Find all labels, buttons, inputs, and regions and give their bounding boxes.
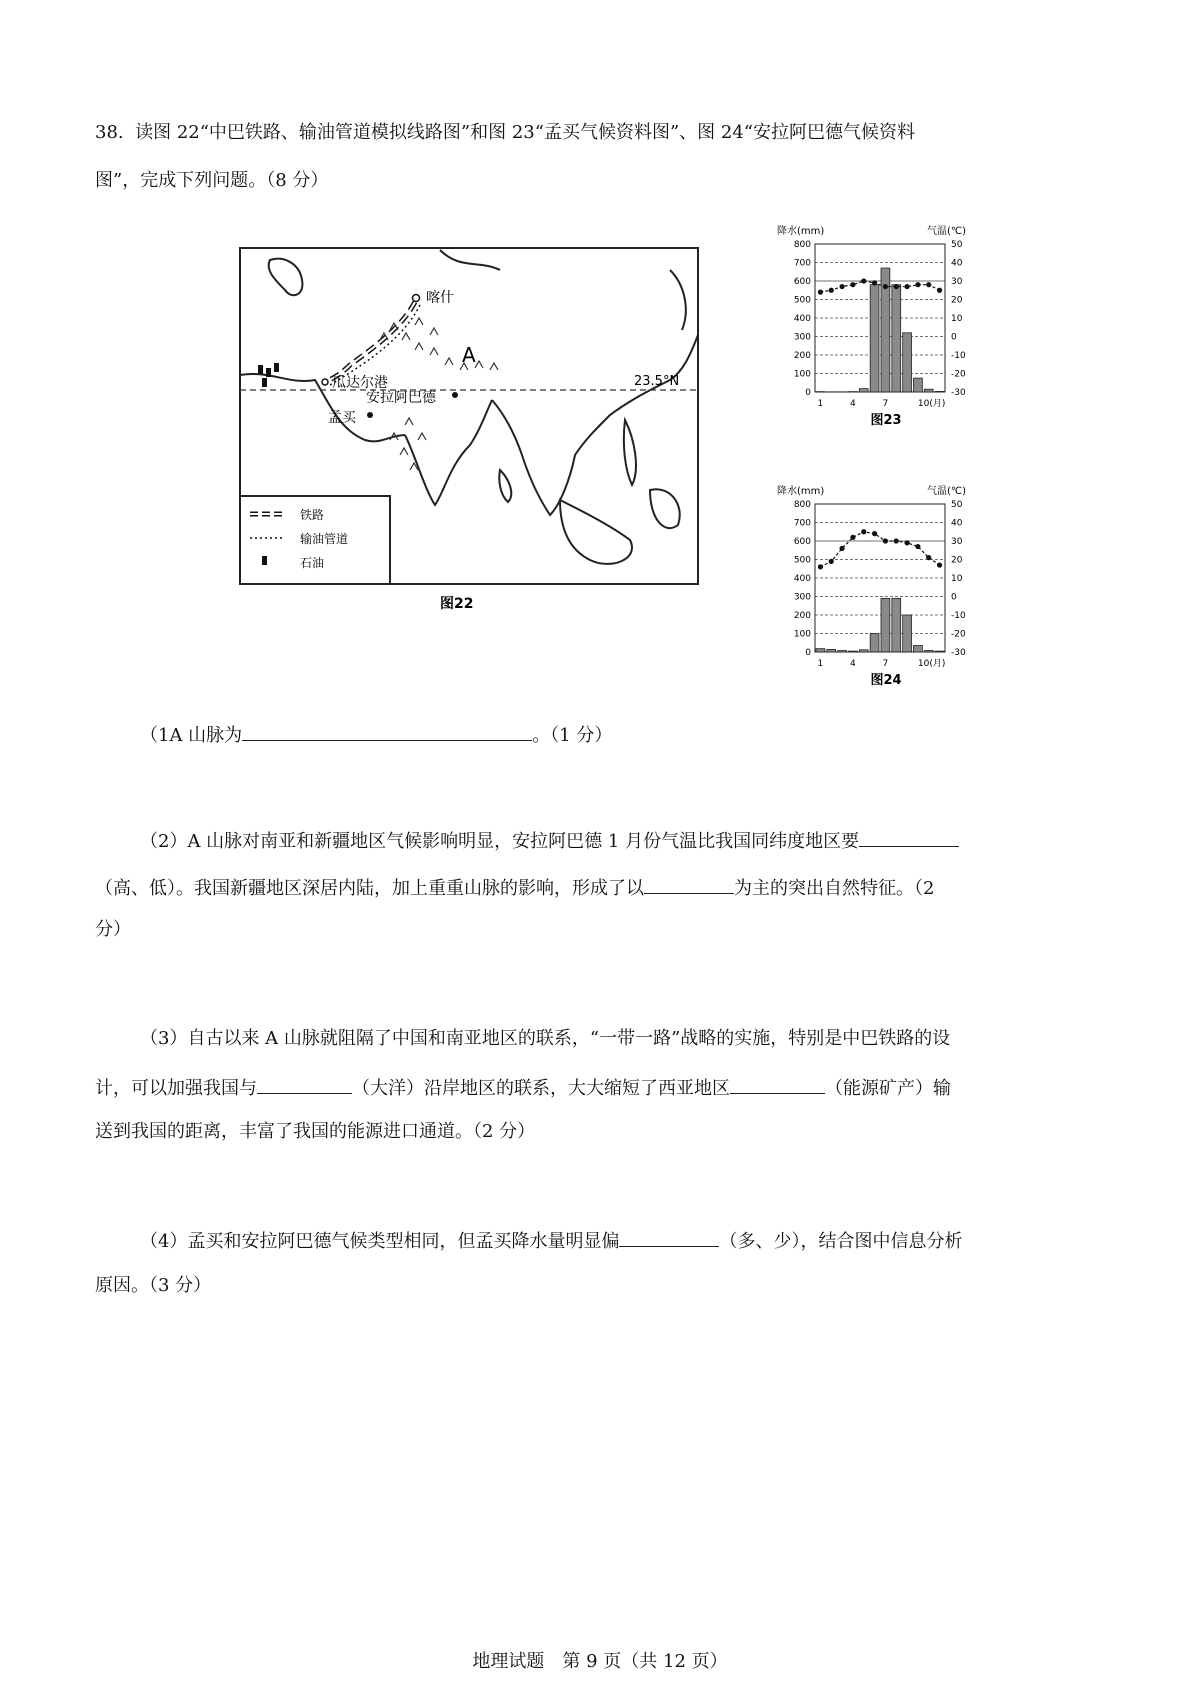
q4-line1: （4）孟买和安拉阿巴德气候类型相同，但孟买降水量明显偏 （多、少），结合图中信息分析 [140, 1231, 963, 1252]
q4-line2: 原因。（3 分） [95, 1275, 212, 1296]
tick-label-precip: 400 [793, 314, 811, 324]
tick-label-temp: -30 [951, 388, 966, 398]
legend-pipeline: 输油管道 [300, 532, 349, 546]
tick-label-temp: 50 [951, 500, 963, 510]
figure-22-map [230, 240, 710, 620]
tick-label-temp: -10 [951, 611, 966, 621]
tick-label-temp: 10 [951, 314, 963, 324]
tick-label-temp: -30 [951, 648, 966, 658]
x-tick-label: 7 [882, 399, 889, 409]
temp-point [861, 278, 866, 283]
temp-line [820, 532, 939, 567]
q2-line3: 分） [95, 919, 131, 940]
precip-bar [935, 391, 944, 392]
map-legend [240, 496, 390, 584]
temp-point [883, 284, 888, 289]
tick-label-precip: 500 [793, 555, 811, 566]
precip-bar [903, 615, 912, 652]
temp-point [839, 284, 844, 289]
precip-bar [935, 651, 944, 652]
tick-label-temp: 10 [951, 574, 963, 584]
tick-label-temp: 40 [951, 258, 963, 269]
legend-railway: 铁路 [300, 508, 325, 522]
map-caption: 图22 [440, 596, 474, 612]
temp-point [926, 555, 931, 560]
tick-label-precip: 300 [793, 592, 811, 603]
q3-line1: （3）自古以来 A 山脉就阻隔了中国和南亚地区的联系，“一带一路”战略的实施，特别是中巴铁路的设 [140, 1028, 951, 1049]
tick-label-precip: 300 [793, 332, 811, 343]
temp-point [850, 282, 855, 287]
tick-label-temp: 40 [951, 518, 963, 529]
label-tropic: 23.5°N [634, 374, 680, 389]
precip-bar [914, 378, 923, 392]
precip-bar [816, 649, 825, 652]
precip-bar [881, 598, 890, 652]
temp-point [839, 546, 844, 551]
tick-label-precip: 600 [793, 277, 811, 287]
tick-label-temp: 20 [951, 295, 963, 306]
temp-point [818, 290, 823, 295]
y-axis-label-temp: 气温(℃) [927, 486, 967, 497]
temp-point [894, 538, 899, 543]
x-tick-label: 1 [817, 659, 824, 669]
tick-label-precip: 400 [793, 574, 811, 584]
tick-label-temp: -20 [951, 369, 966, 380]
precip-bar [827, 649, 836, 652]
temp-point [872, 280, 877, 285]
tick-label-temp: 30 [951, 537, 963, 547]
temp-point [904, 540, 909, 545]
label-kashgar: 喀什 [426, 290, 454, 306]
temp-point [818, 564, 823, 569]
tick-label-precip: 200 [793, 351, 811, 361]
q1-answer-blank[interactable] [242, 724, 532, 741]
label-gwadar: 瓜达尔港 [332, 375, 388, 391]
q2-line1: （2）A 山脉对南亚和新疆地区气候影响明显，安拉阿巴德 1 月份气温比我国同纬度地区要 [140, 830, 959, 851]
x-tick-label: 7 [882, 659, 889, 669]
precip-bar [892, 285, 901, 392]
temp-point [872, 531, 877, 536]
x-tick-label: 1 [817, 399, 824, 409]
x-tick-label: 4 [850, 399, 856, 409]
chart-title: 图23 [870, 413, 902, 428]
q4-answer-blank[interactable] [619, 1230, 719, 1247]
temp-line [820, 281, 939, 292]
label-mumbai: 孟买 [328, 410, 356, 426]
temp-point [850, 535, 855, 540]
tick-label-precip: 700 [793, 258, 811, 269]
temp-point [915, 282, 920, 287]
precip-bar [859, 650, 868, 652]
tick-label-precip: 700 [793, 518, 811, 529]
label-allahabad: 安拉阿巴德 [366, 390, 436, 406]
precip-bar [892, 598, 901, 652]
temp-point [861, 529, 866, 534]
y-axis-label-precip: 降水(mm) [777, 226, 825, 237]
page-footer: 地理试题 第 9 页（共 12 页） [472, 1651, 728, 1672]
climate-chart-allahabad [775, 482, 985, 722]
y-axis-label-precip: 降水(mm) [777, 486, 825, 497]
temp-point [883, 538, 888, 543]
tick-label-precip: 600 [793, 537, 811, 547]
tick-label-precip: 200 [793, 611, 811, 621]
precip-bar [903, 333, 912, 392]
q3-answer-blank-2[interactable] [730, 1077, 825, 1094]
precip-bar [870, 285, 879, 392]
tick-label-precip: 0 [805, 388, 811, 398]
tick-label-precip: 800 [793, 500, 811, 510]
question-intro-line2: 图”，完成下列问题。（8 分） [95, 170, 329, 191]
tick-label-temp: -10 [951, 351, 966, 361]
tick-label-temp: 30 [951, 277, 963, 287]
question-intro-text: 读图 22“中巴铁路、输油管道模拟线路图”和图 23“孟买气候资料图”、图 24“安拉阿巴德气候资料 [135, 122, 915, 143]
precip-bar [924, 651, 933, 652]
q2-answer-blank-2[interactable] [644, 877, 734, 894]
temp-point [937, 288, 942, 293]
question-number: 38. [95, 122, 124, 143]
temp-point [926, 282, 931, 287]
tick-label-precip: 500 [793, 295, 811, 306]
x-tick-label: 4 [850, 659, 856, 669]
precip-bar [859, 389, 868, 392]
temp-point [894, 284, 899, 289]
q2-answer-blank-1[interactable] [859, 830, 959, 847]
precip-bar [838, 651, 847, 652]
precip-bar [849, 651, 858, 652]
temp-point [915, 544, 920, 549]
question-intro-line1 [95, 124, 915, 142]
tick-label-temp: 0 [951, 332, 957, 343]
temp-point [829, 288, 834, 293]
x-tick-label: 10(月) [917, 399, 946, 409]
temp-point [937, 562, 942, 567]
tick-label-temp: 0 [951, 592, 957, 603]
tick-label-precip: 100 [793, 629, 811, 640]
x-tick-label: 10(月) [917, 659, 946, 669]
legend-oil: 石油 [300, 556, 325, 570]
tick-label-precip: 0 [805, 648, 811, 658]
q2-line2: （高、低）。我国新疆地区深居内陆，加上重重山脉的影响，形成了以 为主的突出自然特征。（2 [95, 878, 935, 899]
q1: （1A 山脉为 。（1 分） [140, 725, 613, 746]
label-mountain-A: A [462, 343, 476, 367]
tick-label-temp: -20 [951, 629, 966, 640]
q3-line3: 送到我国的距离，丰富了我国的能源进口通道。（2 分） [95, 1121, 536, 1142]
precip-bar [870, 634, 879, 653]
precip-bar [924, 389, 933, 392]
temp-point [904, 284, 909, 289]
temp-point [829, 559, 834, 564]
tick-label-precip: 100 [793, 369, 811, 380]
climate-chart-mumbai [775, 222, 985, 462]
precip-bar [914, 646, 923, 652]
y-axis-label-temp: 气温(℃) [927, 226, 967, 237]
tick-label-temp: 50 [951, 240, 963, 250]
tick-label-precip: 800 [793, 240, 811, 250]
q3-answer-blank-1[interactable] [257, 1077, 352, 1094]
q3-line2: 计，可以加强我国与 （大洋）沿岸地区的联系，大大缩短了西亚地区 （能源矿产）输 [95, 1078, 951, 1099]
chart-title: 图24 [870, 673, 902, 688]
tick-label-temp: 20 [951, 555, 963, 566]
